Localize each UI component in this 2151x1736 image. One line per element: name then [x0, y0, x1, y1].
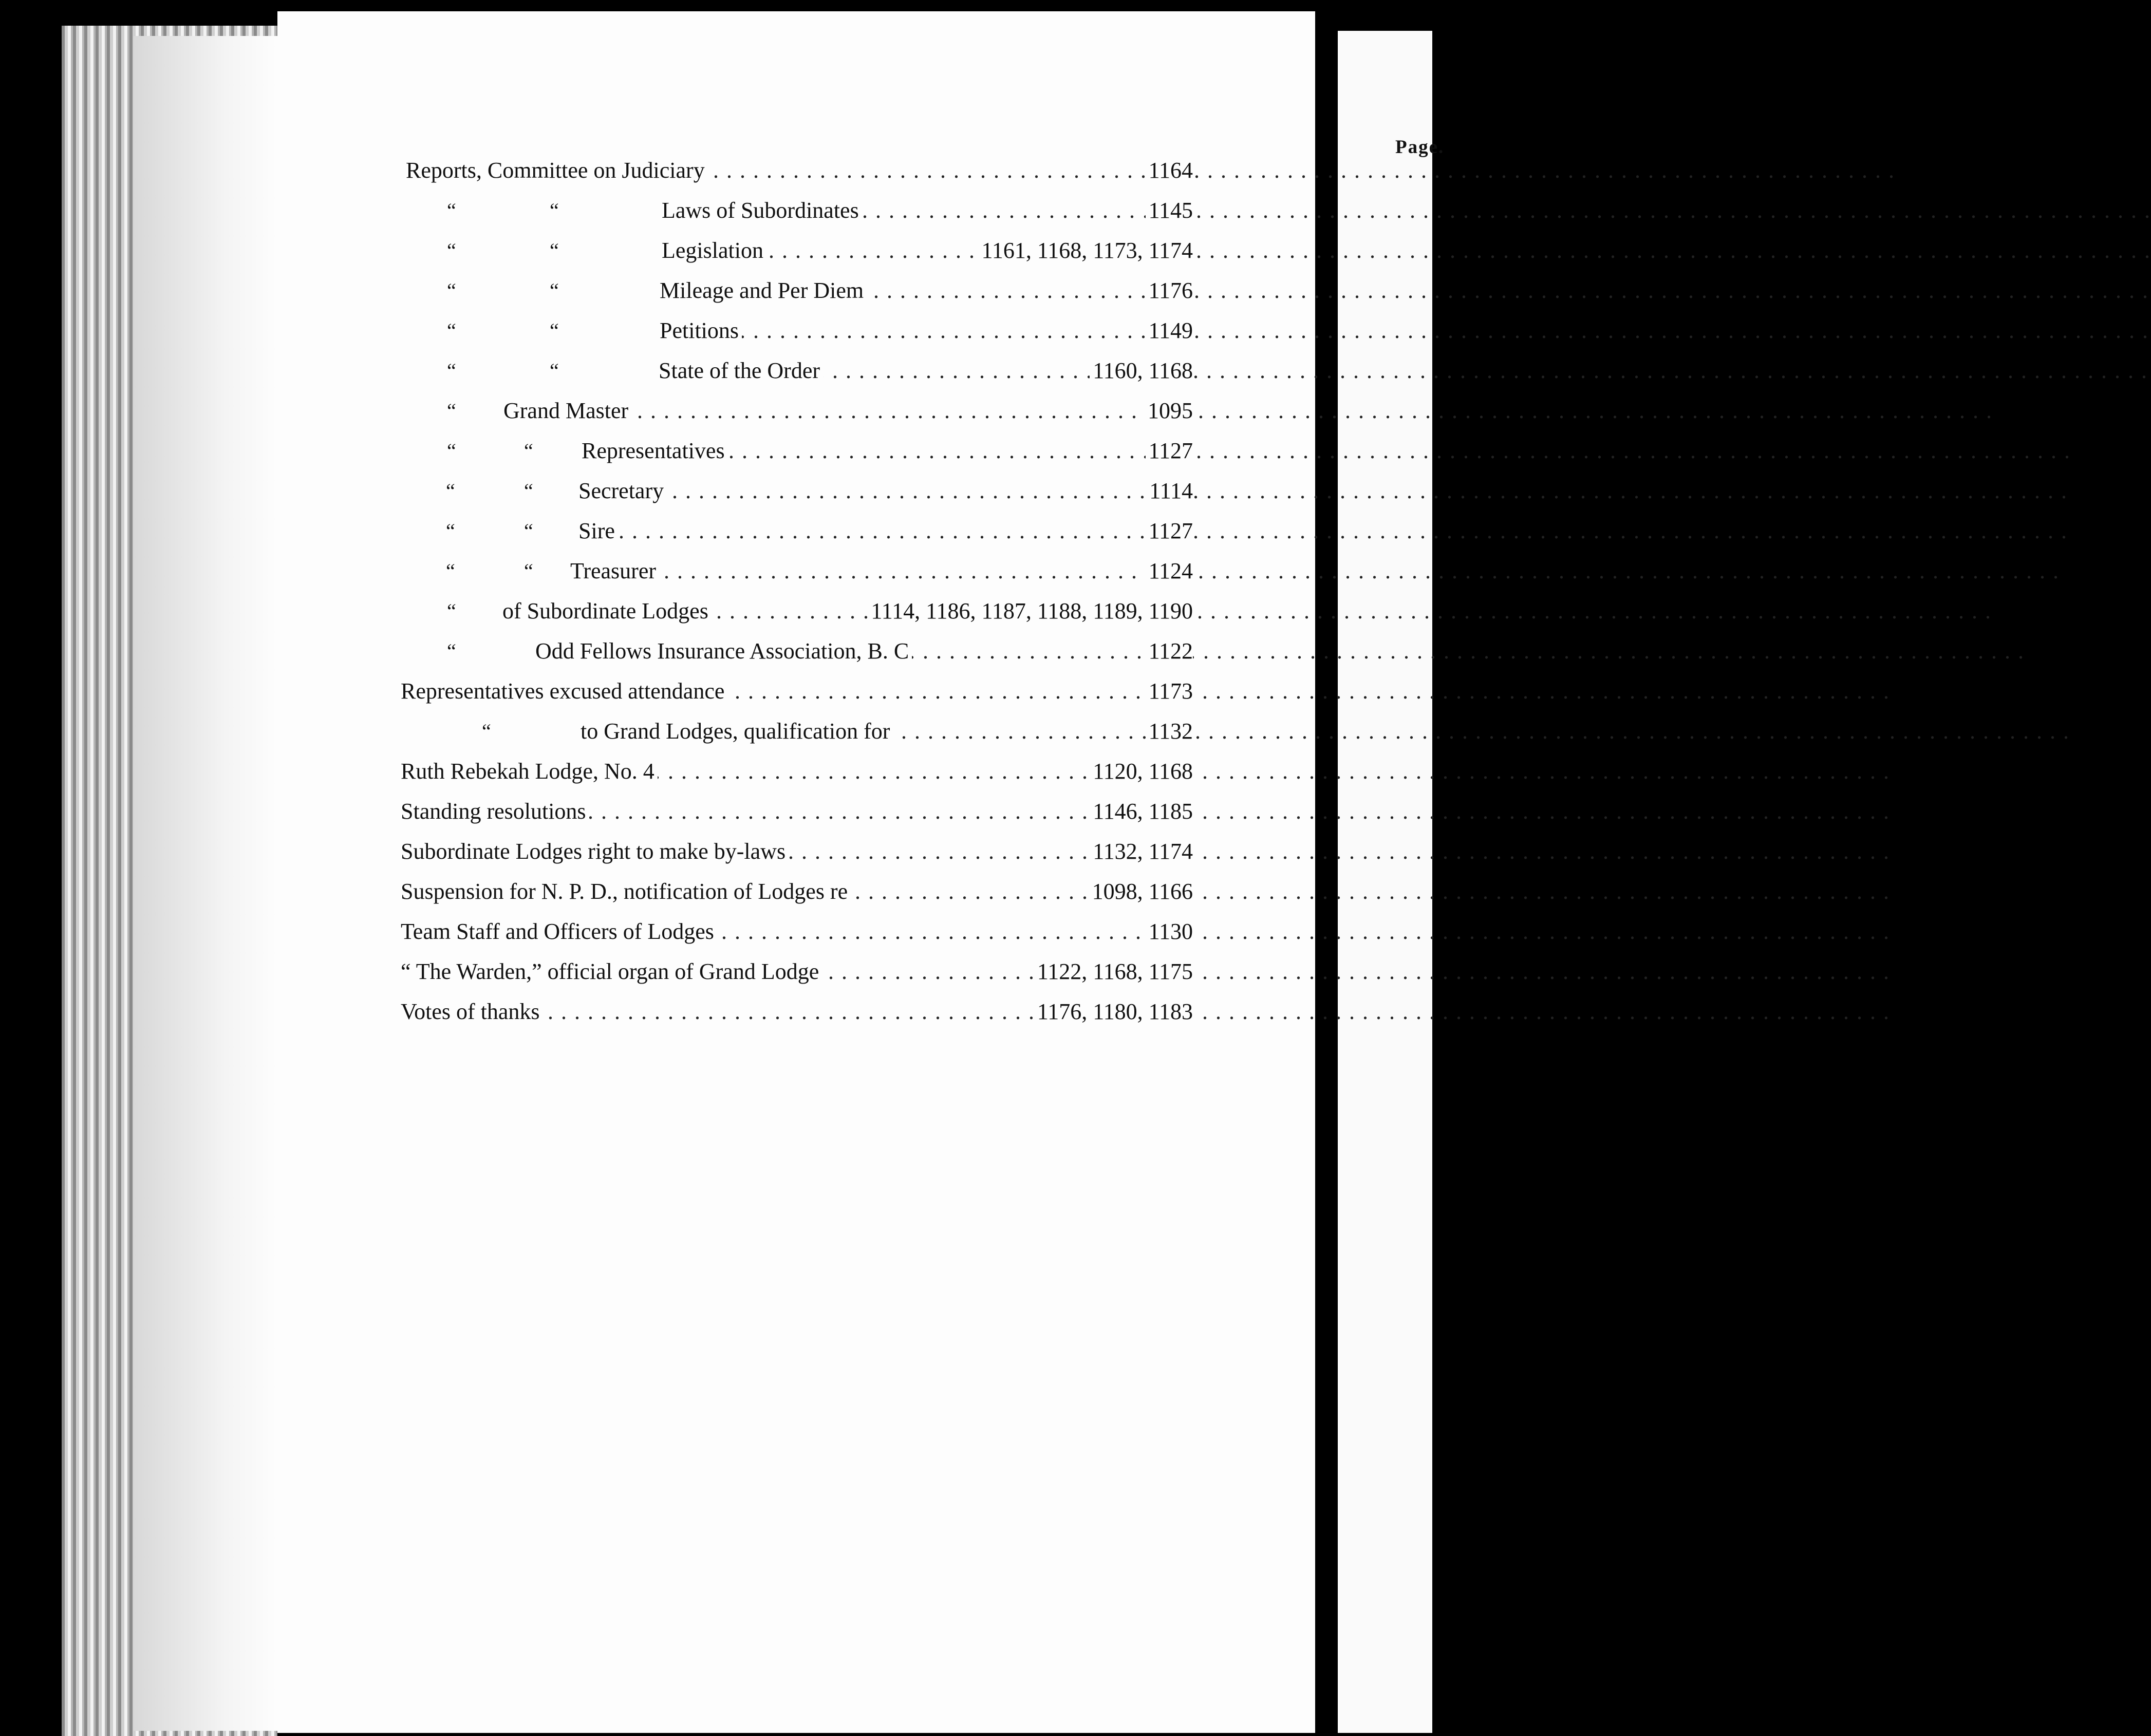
index-entry	[277, 516, 1315, 546]
index-entry	[277, 155, 1315, 186]
index-entry	[277, 836, 1315, 867]
index-entry	[277, 476, 1315, 506]
entry-label: Subordinate Lodges right to make by-laws	[401, 836, 789, 867]
index-entry	[277, 315, 1315, 346]
book-page-edges-inner	[134, 36, 288, 1731]
entry-pages: 1176, 1180, 1183	[1034, 996, 1193, 1027]
ditto-mark: “	[447, 359, 456, 382]
ditto-mark: “	[550, 239, 559, 262]
index-entry	[277, 876, 1315, 907]
entry-pages: 1161, 1168, 1173, 1174	[979, 235, 1193, 266]
entry-label: Petitions	[660, 315, 742, 346]
ditto-mark: “	[447, 199, 456, 222]
entry-label: Mileage and Per Diem	[660, 275, 867, 306]
entry-label: Standing resolutions	[401, 796, 589, 827]
entry-label: State of the Order	[659, 355, 823, 386]
entry-pages: 1120, 1168	[1090, 756, 1193, 787]
entry-pages: 1095	[1145, 395, 1193, 426]
entry-pages: 1114, 1186, 1187, 1188, 1189, 1190	[868, 596, 1193, 627]
entry-pages: 1145	[1146, 195, 1193, 226]
index-entry	[277, 636, 1315, 667]
index-page	[277, 11, 1445, 1733]
ditto-mark: “	[446, 559, 455, 582]
entry-pages: 1149	[1146, 315, 1193, 346]
ditto-mark: “	[446, 519, 455, 542]
ditto-mark: “	[447, 239, 456, 262]
ditto-mark: “	[447, 439, 456, 462]
entry-pages: 1164	[1146, 155, 1193, 186]
index-entry	[277, 716, 1315, 747]
index-entry	[277, 556, 1315, 587]
page-column-header: Page.	[1395, 137, 1445, 158]
ditto-mark: “	[447, 599, 456, 622]
ditto-mark: “	[447, 639, 456, 663]
entry-label: Legislation	[662, 235, 766, 266]
index-entry	[277, 956, 1315, 987]
ditto-mark: “	[550, 359, 559, 382]
index-entry	[277, 436, 1315, 466]
entry-label: Sire	[578, 516, 618, 546]
index-entry	[277, 355, 1315, 386]
entry-pages: 1114	[1146, 476, 1193, 506]
ditto-mark: “	[524, 479, 533, 502]
entry-pages: 1173	[1146, 676, 1193, 707]
entry-label: Laws of Subordinates	[662, 195, 862, 226]
index-entry	[277, 235, 1315, 266]
index-entry	[277, 796, 1315, 827]
index-entry	[277, 275, 1315, 306]
index-entry	[277, 676, 1315, 707]
index-entry	[277, 195, 1315, 226]
entry-label: Votes of thanks	[401, 996, 543, 1027]
dot-leader	[578, 516, 1161, 546]
entry-pages: 1127	[1146, 516, 1193, 546]
index-entry	[277, 996, 1315, 1027]
entry-label: Odd Fellows Insurance Association, B. C	[535, 636, 912, 667]
entry-pages: 1130	[1146, 916, 1193, 947]
ditto-mark: “	[550, 319, 559, 342]
entry-pages: 1122, 1168, 1175	[1034, 956, 1193, 987]
entry-pages: 1176	[1146, 275, 1193, 306]
ditto-mark: “	[550, 199, 559, 222]
entry-label: Representatives excused attendance	[401, 676, 727, 707]
entry-pages: 1160, 1168	[1090, 355, 1193, 386]
entry-label: Representatives	[582, 436, 728, 466]
entry-label: Reports, Committee on Judiciary	[406, 155, 708, 186]
entry-label: “ The Warden,” official organ of Grand Lodge	[401, 956, 822, 987]
ditto-mark: “	[446, 479, 455, 502]
entry-label: Ruth Rebekah Lodge, No. 4	[401, 756, 658, 787]
entry-pages: 1122	[1146, 636, 1193, 667]
ditto-mark: “	[524, 439, 533, 462]
ditto-mark: “	[447, 279, 456, 302]
ditto-mark: “	[524, 559, 533, 582]
entry-pages: 1132, 1174	[1090, 836, 1193, 867]
index-entry	[277, 596, 1315, 627]
entry-pages: 1098, 1166	[1089, 876, 1193, 907]
index-entry	[277, 395, 1315, 426]
index-entry	[277, 916, 1315, 947]
entry-pages: 1132	[1146, 716, 1193, 747]
entry-label: Team Staff and Officers of Lodges	[401, 916, 717, 947]
ditto-mark: “	[447, 319, 456, 342]
ditto-mark: “	[524, 519, 533, 542]
ditto-mark: “	[447, 399, 456, 422]
ditto-mark: “	[550, 279, 559, 302]
ditto-mark: “	[482, 720, 491, 743]
entry-label: Grand Master	[503, 395, 631, 426]
entry-label: to Grand Lodges, qualification for	[581, 716, 893, 747]
entry-pages: 1124	[1146, 556, 1193, 587]
entry-pages: 1127	[1146, 436, 1193, 466]
entry-label: Treasurer	[570, 556, 659, 587]
entry-label: Secretary	[578, 476, 667, 506]
entry-label: of Subordinate Lodges	[502, 596, 712, 627]
entry-pages: 1146, 1185	[1090, 796, 1193, 827]
index-entry	[277, 756, 1315, 787]
entry-label: Suspension for N. P. D., notification of Lodges re	[401, 876, 851, 907]
